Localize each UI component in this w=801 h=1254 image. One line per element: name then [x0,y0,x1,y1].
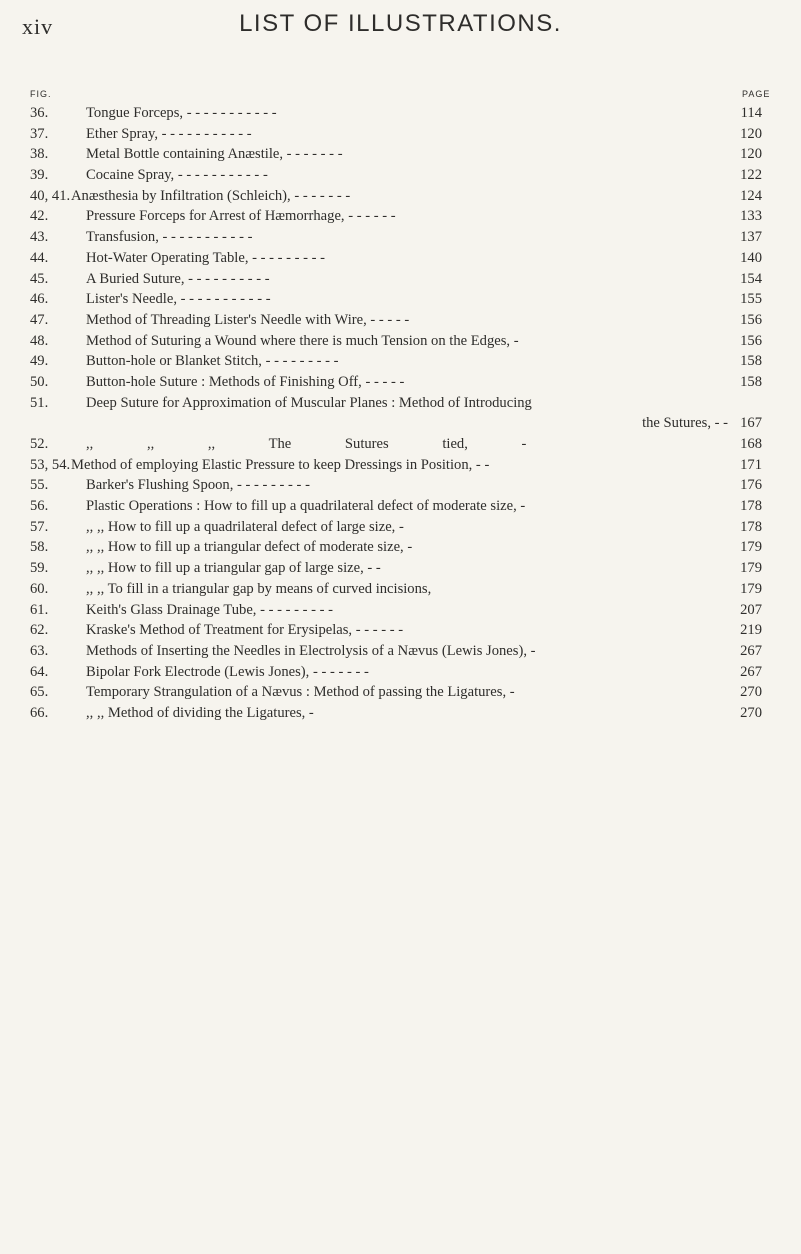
entry-title: Barker's Flushing Spoon, - - - - - - - - - [86,477,310,494]
fig-number: 55. [30,477,49,494]
entry-title: Bipolar Fork Electrode (Lewis Jones), - - - - - - - [86,663,369,680]
entry-title: ,, ,, To fill in a triangular gap by means of curved incisions, [86,580,432,597]
fig-number: 44. [30,249,49,266]
page-ref: 171 [740,456,762,473]
list-item [30,144,770,165]
page-ref: 270 [740,684,762,701]
list-item [30,496,770,517]
fig-number: 51. [30,394,49,411]
page-ref: 178 [740,498,762,515]
list-item [30,393,770,414]
page-ref: 124 [740,187,762,204]
page-ref: 120 [740,146,762,163]
page-ref: 158 [740,353,762,370]
list-item [30,558,770,579]
fig-number: 65. [30,684,49,701]
list-item [30,248,770,269]
entry-title: Method of Threading Lister's Needle with Wire, - - - - - [86,311,410,328]
fig-number: 40, 41. [30,187,71,204]
list-item [30,206,770,227]
list-item [30,372,770,393]
fig-number: 43. [30,229,49,246]
list-item [30,310,770,331]
page-ref: 122 [740,167,762,184]
entry-title: Lister's Needle, - - - - - - - - - - - [86,291,271,308]
list-item [30,620,770,641]
fig-number: 57. [30,518,49,535]
entry-title: A Buried Suture, - - - - - - - - - - [86,270,270,287]
fig-number: 37. [30,125,49,142]
running-head: LIST OF ILLUSTRATIONS. [239,10,562,37]
page-ref: 219 [740,622,762,639]
page-ref: 267 [740,663,762,680]
entry-title: Anæsthesia by Infiltration (Schleich), - - - - - - - [71,187,351,204]
entry-title: Deep Suture for Approximation of Muscular Planes : Method of Introducing [86,394,532,411]
list-item [30,703,770,724]
list-item [30,186,770,207]
list-item [30,434,770,455]
entry-title: Metal Bottle containing Anæstile, - - - - - - - [86,146,343,163]
fig-number: 63. [30,642,49,659]
entry-title: Transfusion, - - - - - - - - - - - [86,229,253,246]
page-number: xiv [22,14,54,39]
entry-title: Cocaine Spray, - - - - - - - - - - - [86,167,268,184]
page-ref: 156 [740,311,762,328]
page-ref: 120 [740,125,762,142]
entry-title: Button-hole Suture : Methods of Finishing Off, - - - - - [86,373,405,390]
page-ref: 154 [740,270,762,287]
list-item [30,455,770,476]
page-ref: 168 [740,436,762,452]
list-item [30,579,770,600]
list-item [30,269,770,290]
fig-number: 38. [30,146,49,163]
list-item [30,331,770,352]
fig-number: 42. [30,208,49,225]
fig-number: 39. [30,167,49,184]
fig-column-label: FIG. [30,89,52,99]
fig-number: 36. [30,105,49,121]
page-column-label: PAGE [742,89,771,99]
page-ref: 270 [740,704,762,721]
list-item [30,682,770,703]
entry-title: Ether Spray, - - - - - - - - - - - [86,125,252,142]
list-item [30,227,770,248]
entry-title: Kraske's Method of Treatment for Erysipelas, - - - - - - [86,622,404,639]
entry-title: ,, ,, How to fill up a quadrilateral defect of large size, - [86,518,404,535]
fig-number: 53, 54. [30,456,71,473]
page-ref: 267 [740,642,762,659]
entry-title: ,, ,, ,, The Sutures tied, - [86,436,527,452]
page-ref: 179 [740,580,762,597]
list-item [30,517,770,538]
list-item [30,600,770,621]
entry-title: Hot-Water Operating Table, - - - - - - - - - [86,249,326,266]
fig-number: 49. [30,353,49,370]
page-ref: 137 [740,229,762,246]
page-ref: 179 [740,560,762,577]
entry-title: Pressure Forceps for Arrest of Hæmorrhage, - - - - - - [86,208,396,225]
fig-number: 45. [30,270,49,287]
page-ref: 155 [740,291,762,308]
entry-title: ,, ,, How to fill up a triangular gap of large size, - - [86,560,381,577]
list-item [30,475,770,496]
page-ref: 176 [740,477,762,494]
fig-number: 61. [30,601,49,618]
page-ref: 158 [740,373,762,390]
entry-title: the Sutures, - - [642,415,728,432]
entry-title: Temporary Strangulation of a Nævus : Method of passing the Ligatures, - [86,684,515,701]
entry-title: Tongue Forceps, - - - - - - - - - - - [86,105,277,121]
fig-number: 56. [30,498,49,515]
list-item [30,662,770,683]
entry-title: Button-hole or Blanket Stitch, - - - - - - - - - [86,353,339,370]
page-ref: 133 [740,208,762,225]
page-ref: 179 [740,539,762,556]
fig-number: 46. [30,291,49,308]
entry-title: Method of employing Elastic Pressure to keep Dressings in Position, - - [71,456,490,473]
list-item [30,165,770,186]
fig-number: 48. [30,332,49,349]
page-ref: 178 [740,518,762,535]
fig-number: 60. [30,580,49,597]
list-item [30,103,770,124]
page-ref: 207 [740,601,762,618]
entry-title: Plastic Operations : How to fill up a quadrilateral defect of moderate size, - [86,498,526,515]
page-ref: 167 [740,415,762,432]
entry-title: ,, ,, How to fill up a triangular defect of moderate size, - [86,539,413,556]
illustration-list [30,103,770,724]
entry-title: Method of Suturing a Wound where there is much Tension on the Edges, - [86,332,519,349]
fig-number: 50. [30,373,49,390]
fig-number: 47. [30,311,49,328]
entry-title: ,, ,, Method of dividing the Ligatures, - [86,704,314,721]
list-item [30,351,770,372]
page-ref: 140 [740,249,762,266]
list-item [30,641,770,662]
list-item [30,537,770,558]
fig-number: 58. [30,539,49,556]
list-item [30,413,770,434]
fig-number: 66. [30,704,49,721]
fig-number: 59. [30,560,49,577]
entry-title: Keith's Glass Drainage Tube, - - - - - - - - - [86,601,334,618]
fig-number: 62. [30,622,49,639]
page-ref: 114 [740,105,762,121]
page-ref: 156 [740,332,762,349]
list-item [30,289,770,310]
fig-number: 52. [30,436,49,452]
entry-title: Methods of Inserting the Needles in Electrolysis of a Nævus (Lewis Jones), - [86,642,536,659]
list-item [30,124,770,145]
fig-number: 64. [30,663,49,680]
